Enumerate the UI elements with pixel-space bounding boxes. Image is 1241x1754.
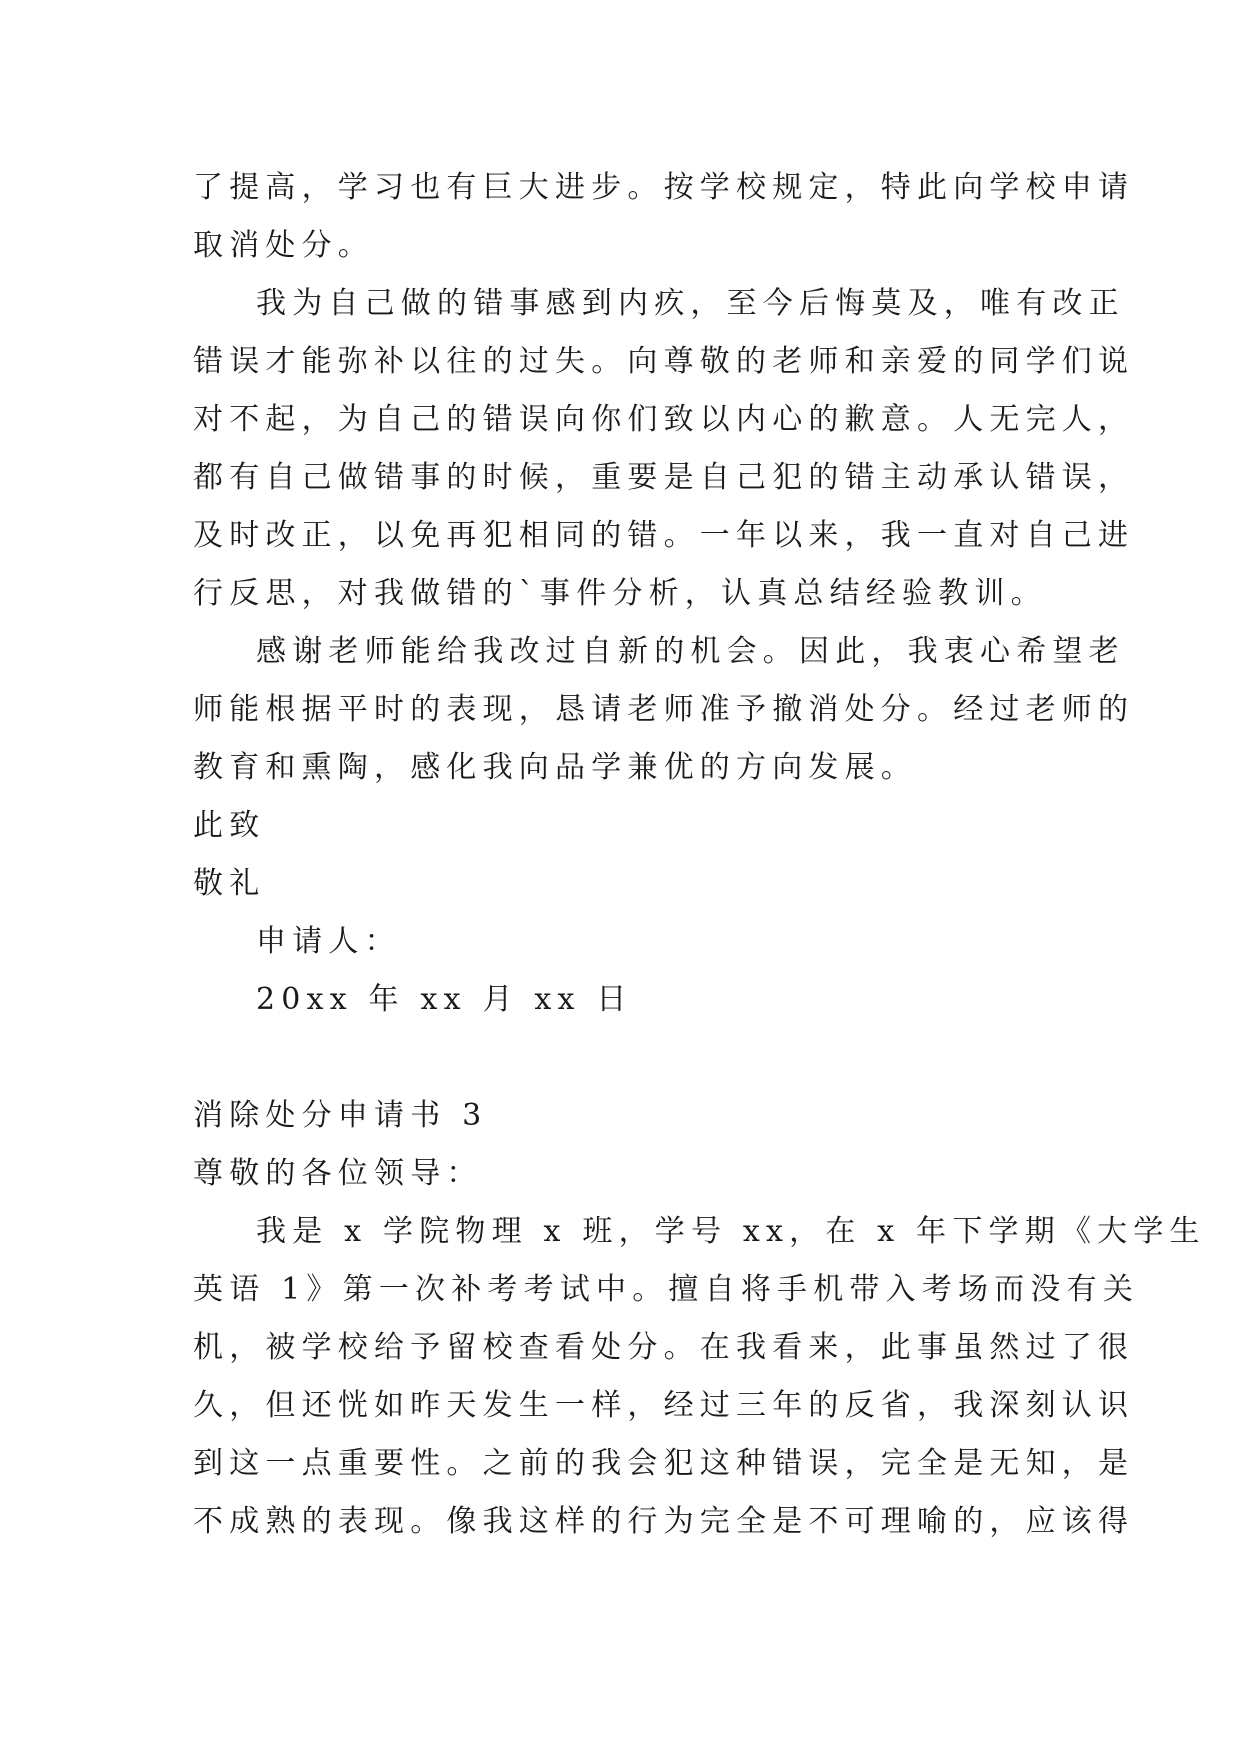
closing-regards: 敬礼 (193, 866, 266, 901)
text-line: 对不起，为自己的错误向你们致以内心的歉意。人无完人， (193, 402, 1135, 437)
text-line: 机，被学校给予留校查看处分。在我看来，此事虽然过了很 (193, 1330, 1135, 1365)
text-line: 取消处分。 (193, 228, 374, 263)
text-line: 行反思，对我做错的`事件分析，认真总结经验教训。 (193, 576, 1047, 611)
text-line: 了提高，学习也有巨大进步。按学校规定，特此向学校申请 (193, 170, 1135, 205)
text-line: 不成熟的表现。像我这样的行为完全是不可理喻的，应该得 (193, 1504, 1135, 1539)
applicant-label: 申请人： (256, 924, 401, 959)
text-line: 英语 1》第一次补考考试中。擅自将手机带入考场而没有关 (193, 1272, 1140, 1307)
text-line: 都有自己做错事的时候，重要是自己犯的错主动承认错误， (193, 460, 1135, 495)
greeting: 尊敬的各位领导： (193, 1156, 483, 1191)
paragraph-start-line: 感谢老师能给我改过自新的机会。因此，我衷心希望老 (256, 634, 1125, 669)
paragraph-start-line: 我是 x 学院物理 x 班，学号 xx，在 x 年下学期《大学生 (256, 1214, 1206, 1249)
text-line: 师能根据平时的表现，恳请老师准予撤消处分。经过老师的 (193, 692, 1135, 727)
closing-salutation: 此致 (193, 808, 266, 843)
text-line: 及时改正，以免再犯相同的错。一年以来，我一直对自己进 (193, 518, 1135, 553)
text-line: 教育和熏陶，感化我向品学兼优的方向发展。 (193, 750, 917, 785)
text-line: 到这一点重要性。之前的我会犯这种错误，完全是无知，是 (193, 1446, 1135, 1481)
date-line: 20xx 年 xx 月 xx 日 (256, 982, 633, 1017)
paragraph-start-line: 我为自己做的错事感到内疚，至今后悔莫及，唯有改正 (256, 286, 1125, 321)
text-line: 错误才能弥补以往的过失。向尊敬的老师和亲爱的同学们说 (193, 344, 1135, 379)
text-line: 久，但还恍如昨天发生一样，经过三年的反省，我深刻认识 (193, 1388, 1135, 1423)
section-title: 消除处分申请书 3 (193, 1098, 488, 1133)
